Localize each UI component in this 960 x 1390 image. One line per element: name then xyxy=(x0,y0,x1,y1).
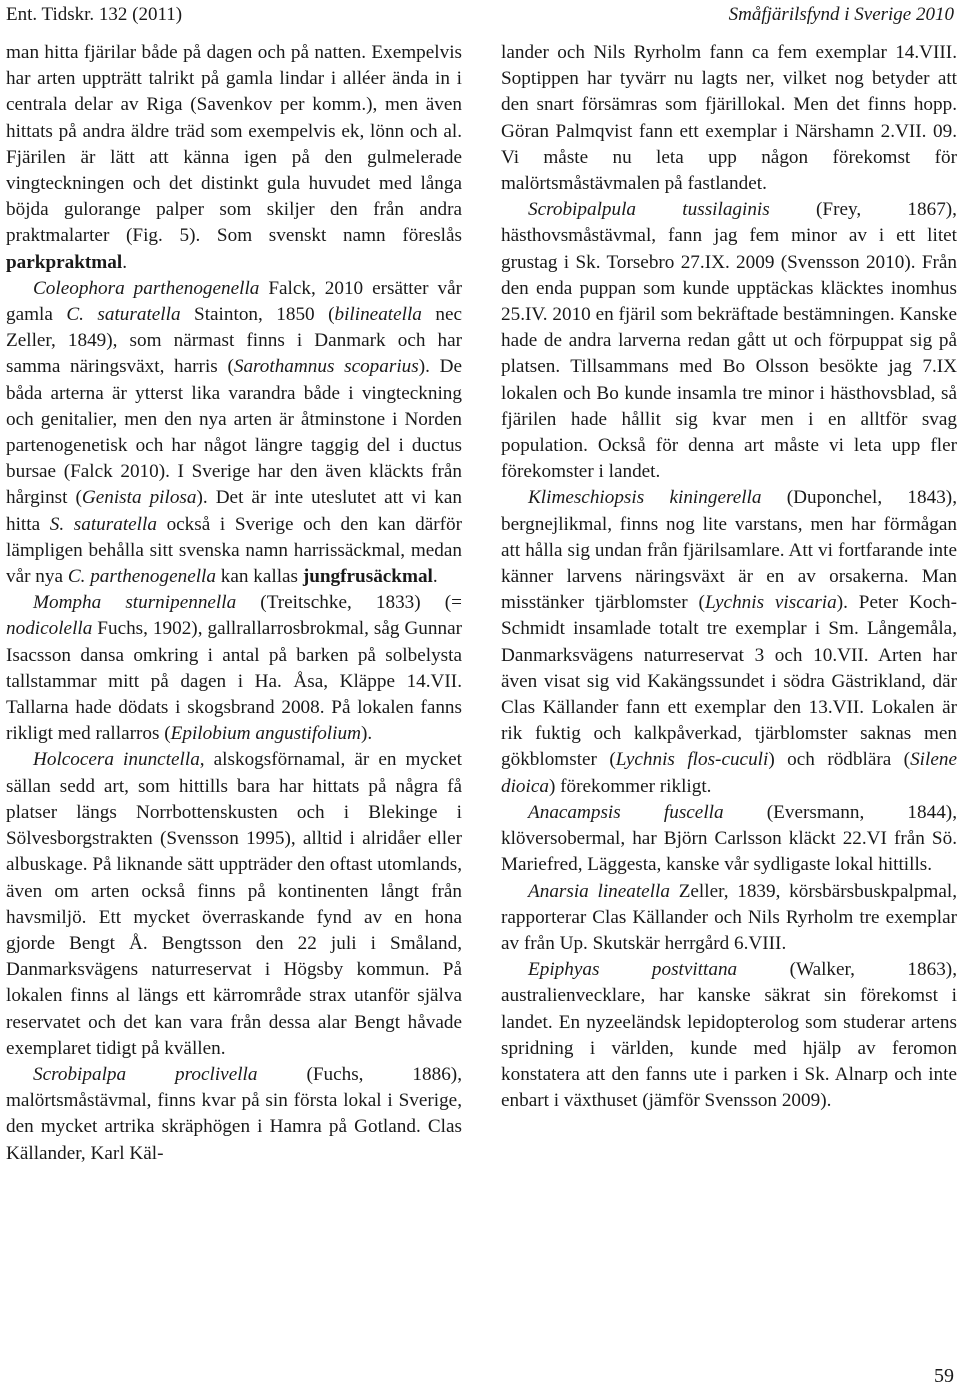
species-name: Klimeschiopsis kiningerella xyxy=(528,487,762,509)
paragraph-klimeschiopsis xyxy=(501,485,957,799)
text: (Treitschke, 1833) (= xyxy=(236,592,462,614)
species-name: nodicolella xyxy=(6,618,93,640)
text: Zeller, 1839, körsbärsbuskpalpmal, rapporterar Clas Källander och Nils Ryrholm tre exemplar av från Up. Skutskär herrgård 6.VIII. xyxy=(501,880,957,954)
paragraph-anarsia xyxy=(501,879,957,958)
text: . xyxy=(122,251,127,273)
text: ). De båda arterna är ytterst lika varandra både i vingteckning och genitalier, men den nya arten är åtminstone i Norden partenogenetisk och har något längre taggig del i ductus bursae (Falck 2010). I Sverige har den även kläckts från hårginst ( xyxy=(6,356,462,509)
paragraph-scrobipalpula xyxy=(501,197,957,485)
species-name: Anarsia lineatella xyxy=(528,880,670,902)
right-column xyxy=(501,40,957,1114)
species-name: Scrobipalpula tussilaginis xyxy=(528,199,770,221)
page-number: 59 xyxy=(934,1365,954,1387)
text: kan kallas xyxy=(215,566,303,588)
text: ). xyxy=(360,723,373,745)
species-common-name: jungfrusäckmal xyxy=(302,566,433,588)
text: lander och Nils Ryrholm fann ca fem exemplar 14.VIII. Soptippen har tyvärr nu lagts ner, vilket nog betyder att den snart försämras som fjärillokal. Men det finns hopp. Göran Palmqvist fann ett exemplar i Närshamn 2.VII. 09. Vi måste nu leta upp någon förekomst för malörtsmåstävmalen på fastlandet. xyxy=(501,42,957,195)
text: Falck, 2010 ersätter vår gamla xyxy=(6,277,463,326)
species-name: Mompha sturnipennella xyxy=(33,592,237,614)
text: ). Det är inte uteslutet att vi kan hitta xyxy=(6,487,462,535)
paragraph-scrobipalpa xyxy=(6,1062,462,1167)
species-name: Lychnis flos-cuculi xyxy=(615,749,769,771)
text: Fuchs, 1902), gallrallarrosbrokmal, såg Gunnar Isacsson dansa omkring i antal på barken på solbelysta tallstammar mitt på dagen i Ha. Åsa, Kläppe 14.VII. Tallarna hade dödats i skogsbrand 2008. På lokalen fanns rikligt med rallarros ( xyxy=(6,618,462,745)
species-name: Epiphyas postvittana xyxy=(528,959,738,981)
species-name: Lychnis viscaria xyxy=(704,592,837,614)
text: (Walker, 1863), australienvecklare, har kanske säkrat sin förekomst i landet. En nyzeeländsk lepidopterolog som studerar artens spridning i världen, kunde med hjälp av feromon konstatera att den fanns ute i parken i Sk. Alnarp och inte enbart i växthuset (jämför Svensson 2009). xyxy=(501,959,957,1112)
text: också i Sverige och den kan därför lämpligen behålla sitt svenska namn harrissäckmal, medan vår nya xyxy=(6,513,462,588)
species-name: Coleophora parthenogenella xyxy=(33,277,260,299)
text: ) och rödblära ( xyxy=(768,749,911,771)
running-header-journal: Ent. Tidskr. 132 (2011) xyxy=(6,4,183,25)
running-header-title: Småfjärilsfynd i Sverige 2010 xyxy=(728,4,954,25)
species-name: bilineatella xyxy=(334,304,422,326)
text: Stainton, 1850 ( xyxy=(180,304,335,326)
text: ) förekommer rikligt. xyxy=(548,775,712,797)
species-name: C. parthenogenella xyxy=(67,566,216,588)
species-name: Holcocera inunctella xyxy=(33,749,200,771)
paragraph-anacampsis xyxy=(501,800,957,879)
paragraph-parkpraktmal xyxy=(6,40,462,276)
species-name: Epilobium angustifolium xyxy=(170,723,361,745)
species-name: Scrobipalpa proclivella xyxy=(33,1063,258,1085)
species-name: Silene dioica xyxy=(501,749,957,797)
text: . xyxy=(432,566,438,588)
species-name: Genista pilosa xyxy=(81,487,197,509)
text: (Duponchel, 1843), bergnejlikmal, finns nog lite varstans, men har förmågan att hålla sig undan från fjärilsamlare. Att vi fortfarande inte känner larvens näringsväxt är en av orsakerna. Man misstänker tjärblomster ( xyxy=(501,487,957,614)
text: , alskogsförnamal, är en mycket sällan sedd art, som hittills bara har hittats på några få platser längs Norrbottenskusten och i Blekinge i Sölvesborgstrakten (Svensson 1995), alltid i alridåer eller albuskage. På liknande sätt uppträder den oftast utomlands, även om arten också finns på kontinenten långt från havsmiljö. Ett mycket överraskande fynd av en hona gjorde Bengt Å. Bengtsson den 22 juli i Småland, Danmarksvägens naturreservat i Högsby kommun. På lokalen finns al längs ett kärrområde strax utanför själva reservatet och det kan vara från dessa alar Bengt håvade exemplaret tidigt på kvällen. xyxy=(6,749,462,1059)
text: nec Zeller, 1849), som närmast finns i Danmark och har samma näringsväxt, harris ( xyxy=(6,304,462,378)
text: (Fuchs, 1886), malörtsmåstävmal, finns kvar på sin första lokal i Sverige, den mycket artrika skräphögen i Hamra på Gotland. Clas Källander, Karl Käl- xyxy=(6,1063,462,1164)
paragraph-mompha xyxy=(6,590,462,747)
text: (Eversmann, 1844), klöversobermal, har Björn Carlsson kläckt 22.VI från Sö. Mariefred, Läggesta, kanske vår sydligaste lokal hittills. xyxy=(501,801,957,876)
species-name: Anacampsis fuscella xyxy=(528,801,724,823)
paragraph-epiphyas xyxy=(501,957,957,1114)
species-name: Sarothamnus scoparius xyxy=(233,356,419,378)
species-name: S. saturatella xyxy=(49,513,157,535)
paragraph-scrobipalpa-cont xyxy=(501,40,957,197)
paragraph-coleophora xyxy=(6,276,462,590)
text: ). Peter Koch-Schmidt insamlade totalt tre exemplar i Sm. Långemåla, Danmarksvägens naturreservat 3 och 10.VII. Arten har även visat sig vid Kakängssundet i södra Gästrikland, där Clas Källander fann ett exemplar den 13.VII. Lokalen är rik fuktig och kalkpåverkad, tjärblomster saknas men gökblomster ( xyxy=(501,592,957,771)
left-column xyxy=(6,40,462,1167)
text: man hitta fjärilar både på dagen och på natten. Exempelvis har arten uppträtt talrikt på gamla lindar i alléer ända in i centrala delar av Riga (Savenkov per komm.), men även hittats på andra äldre träd som exempelvis ek, lönn och al. Fjärilen är lätt att känna igen på den gulmelerade vingteckningen och det distinkt gula huvudet med långa böjda gulorange palper som skiljer den från andra praktmalarter (Fig. 5). Som svenskt namn föreslås xyxy=(6,42,462,247)
text: (Frey, 1867), hästhovsmåstävmal, fann jag fem minor av i ett litet grustag i Sk. Torsebro 27.IX. 2009 (Svensson 2010). Från den enda puppan som kunde upptäckas kläcktes inomhus 25.IV. 2010 en fjäril som bekräftade bestämningen. Kanske hade de andra larverna redan gått ut och förpuppat sig på platsen. Tillsammans med Bo Olsson besökte jag 7.IX lokalen och Bo kunde insamla tre minor i hästhovsblad, så fjärilen hade hållit sig kvar men i en alltför svag population. Också för denna art måste vi leta upp fler förekomster i landet. xyxy=(501,199,957,483)
species-common-name: parkpraktmal xyxy=(6,251,123,273)
species-name: C. saturatella xyxy=(66,304,181,326)
paragraph-holcocera xyxy=(6,747,462,1061)
